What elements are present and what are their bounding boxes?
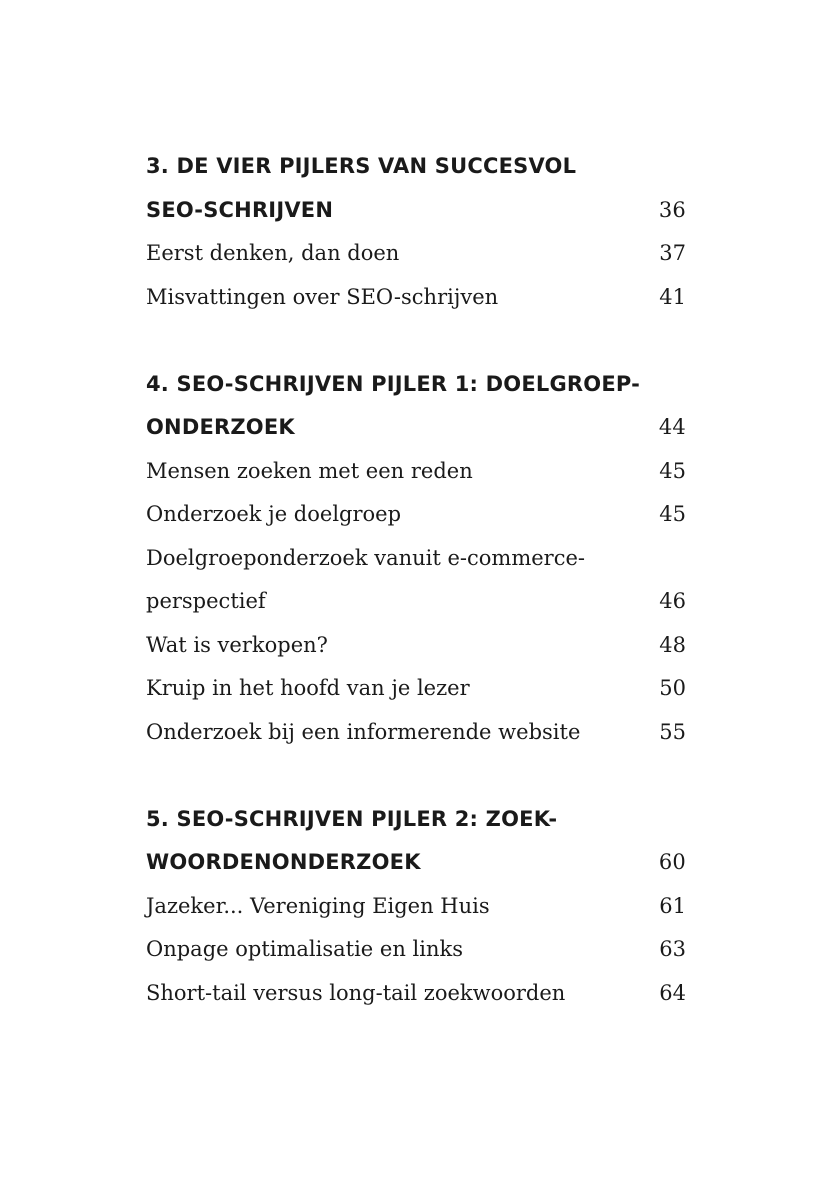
page-number: 60: [658, 850, 686, 874]
chapter-title-line-2: SEO-SCHRIJVEN: [146, 197, 334, 222]
chapter-heading: [146, 406, 686, 450]
section-title: Misvattingen over SEO-schrijven: [146, 284, 499, 309]
page-number: 55: [659, 719, 686, 744]
toc-entry: [146, 493, 686, 537]
page-number: 61: [659, 893, 686, 918]
section-title-line-1: Doelgroeponderzoek vanuit e-commerce-: [146, 545, 586, 570]
section-title: Wat is verkopen?: [146, 632, 328, 657]
chapter-heading: [146, 363, 686, 407]
section-title: Short-tail versus long-tail zoekwoorden: [146, 980, 566, 1005]
page-number: 48: [659, 632, 686, 657]
section-title: Onderzoek je doelgroep: [146, 502, 402, 526]
chapter-spacer: [146, 319, 686, 363]
section-title-line-2: perspectief: [146, 589, 266, 613]
section-title: Mensen zoeken met een reden: [146, 458, 473, 483]
toc-entry: [146, 885, 686, 929]
table-of-contents: [146, 145, 686, 1015]
toc-entry: [146, 276, 686, 320]
page-number: 44: [658, 415, 686, 439]
section-title: Onderzoek bij een informerende website: [146, 719, 581, 744]
chapter-heading: [146, 189, 686, 233]
chapter-title-line-1: 5. SEO-SCHRIJVEN PIJLER 2: ZOEK-: [146, 806, 558, 831]
chapter-title-line-1: 4. SEO-SCHRIJVEN PIJLER 1: DOELGROEP-: [146, 371, 641, 396]
section-title: Kruip in het hoofd van je lezer: [146, 676, 470, 700]
toc-entry: [146, 537, 686, 581]
chapter-heading: [146, 798, 686, 842]
toc-entry: [146, 624, 686, 668]
toc-entry: [146, 667, 686, 711]
page-number: 36: [658, 197, 686, 222]
chapter-3: [146, 145, 686, 319]
chapter-title-line-2: WOORDENONDERZOEK: [146, 850, 421, 874]
page-number: 37: [659, 241, 686, 265]
chapter-4: [146, 363, 686, 755]
chapter-heading: [146, 841, 686, 885]
chapter-title-line-2: ONDERZOEK: [146, 415, 295, 439]
page-number: 45: [659, 458, 686, 483]
page-number: 50: [659, 676, 686, 700]
page-number: 46: [659, 589, 686, 613]
page-number: 63: [659, 937, 686, 961]
page-number: 45: [659, 502, 686, 526]
chapter-title-line-1: 3. DE VIER PIJLERS VAN SUCCESVOL: [146, 154, 577, 178]
page-number: 64: [659, 980, 686, 1005]
toc-entry: [146, 928, 686, 972]
chapter-5: [146, 798, 686, 1016]
section-title: Jazeker... Vereniging Eigen Huis: [146, 893, 490, 918]
toc-entry: [146, 450, 686, 494]
toc-entry: [146, 711, 686, 755]
toc-entry: [146, 232, 686, 276]
chapter-heading: [146, 145, 686, 189]
chapter-spacer: [146, 754, 686, 798]
page-number: 41: [659, 284, 686, 309]
section-title: Eerst denken, dan doen: [146, 241, 400, 265]
section-title: Onpage optimalisatie en links: [146, 937, 463, 961]
toc-entry: [146, 972, 686, 1016]
toc-entry: [146, 580, 686, 624]
